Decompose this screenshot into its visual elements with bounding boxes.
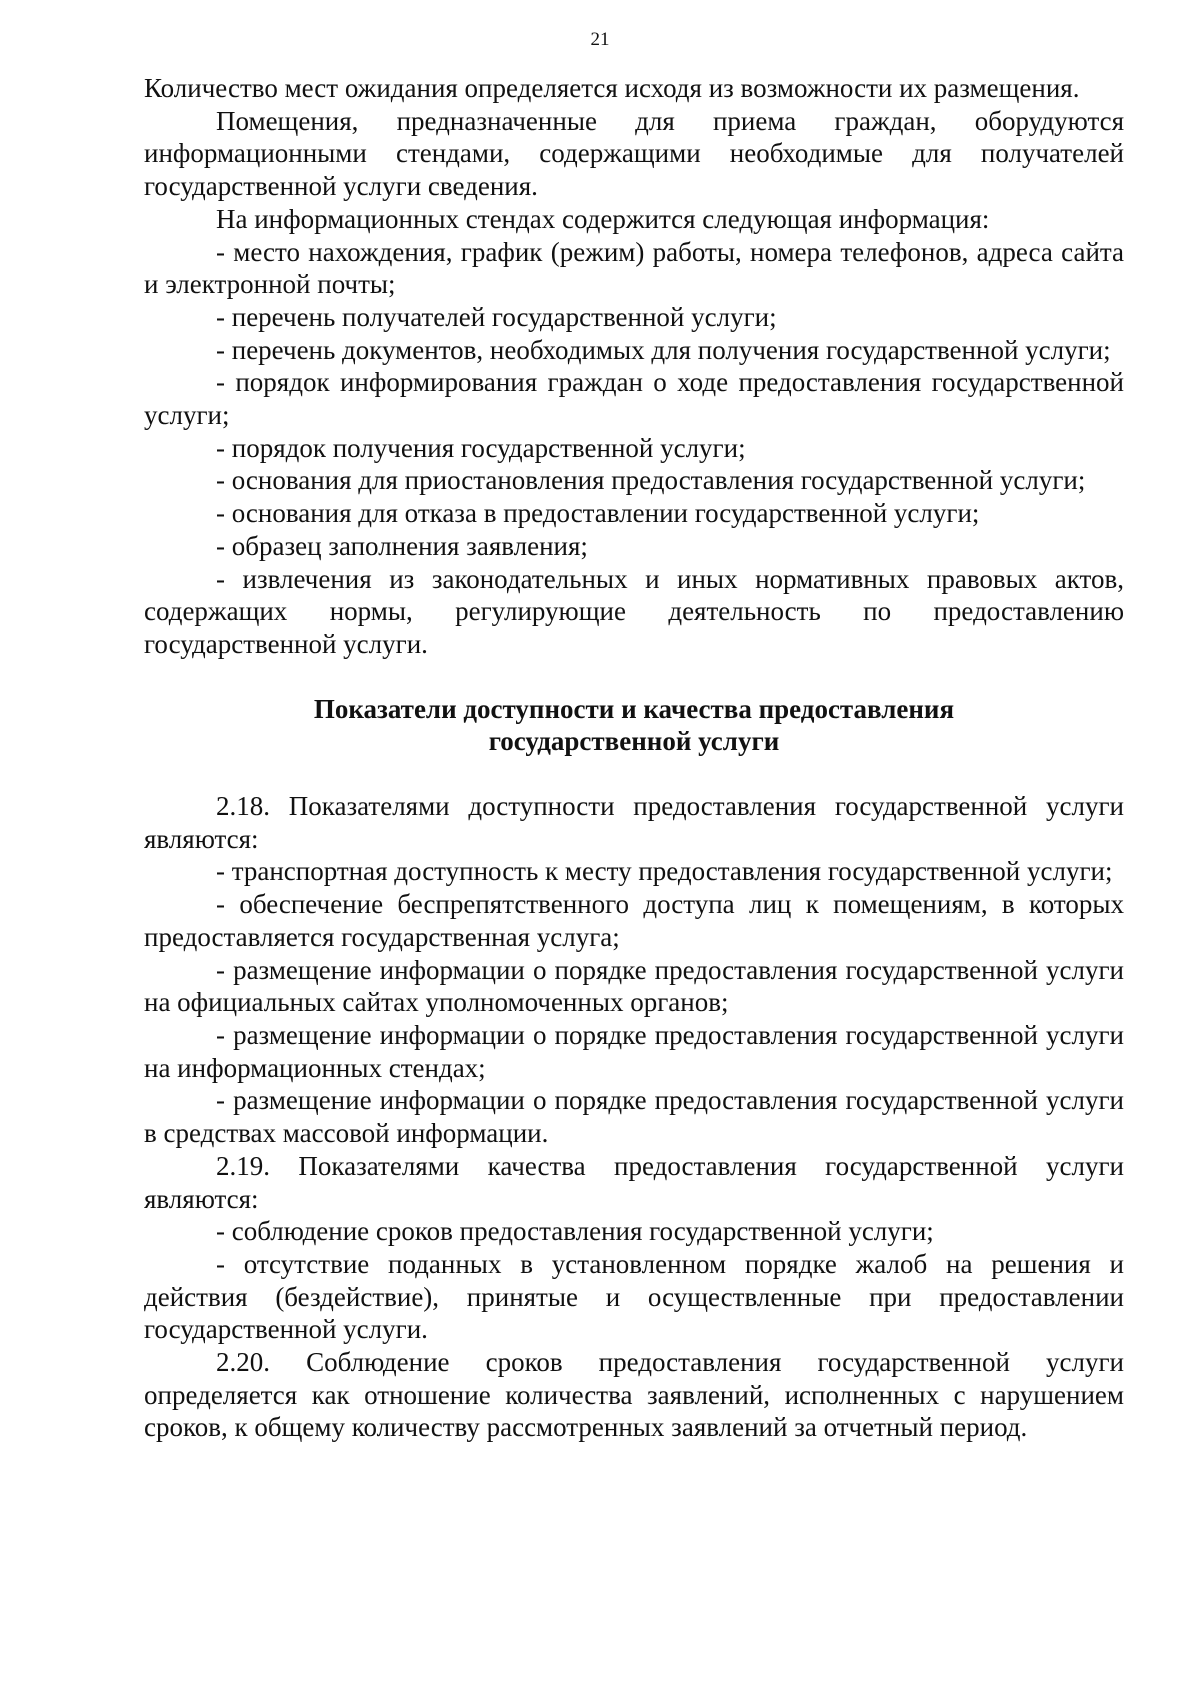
list-item: - место нахождения, график (режим) работы, номера телефонов, адреса сайта и электронной почты; <box>144 236 1124 300</box>
section-heading <box>144 693 1124 758</box>
page-number: 21 <box>590 29 610 50</box>
list-item: - порядок информирования граждан о ходе предоставления государственной услуги; <box>144 367 1124 431</box>
list-item: - образец заполнения заявления; <box>216 530 588 561</box>
list-item: - размещение информации о порядке предоставления государственной услуги в средствах массовой информации. <box>144 1085 1124 1149</box>
list-item: - основания для приостановления предоставления государственной услуги; <box>216 465 1086 496</box>
list-item: - извлечения из законодательных и иных нормативных правовых актов, содержащих нормы, регулирующие деятельность по предоставлению государственной услуги. <box>144 563 1124 659</box>
paragraph-2-18: 2.18. Показателями доступности предоставления государственной услуги являются: <box>144 791 1124 854</box>
list-item: - перечень получателей государственной услуги; <box>216 301 777 332</box>
list-item: - основания для отказа в предоставлении государственной услуги; <box>216 498 980 529</box>
list-item: - соблюдение сроков предоставления государственной услуги; <box>216 1216 934 1247</box>
list-item: - перечень документов, необходимых для получения государственной услуги; <box>216 334 1111 365</box>
list-item: - обеспечение беспрепятственного доступа лиц к помещениям, в которых предоставляется государственная услуга; <box>144 889 1124 952</box>
list-item: - порядок получения государственной услуги; <box>216 432 746 463</box>
list-item: - транспортная доступность к месту предоставления государственной услуги; <box>216 856 1113 887</box>
list-item: - размещение информации о порядке предоставления государственной услуги на информационных стендах; <box>144 1019 1124 1083</box>
document-body <box>144 72 1124 1444</box>
section-heading-line-1: Показатели доступности и качества предоставления <box>313 693 955 724</box>
paragraph-waiting-places: Количество мест ожидания определяется исходя из возможности их размещения. <box>144 73 1080 103</box>
paragraph-premises: Помещения, предназначенные для приема граждан, оборудуются информационными стендами, содержащими необходимые для получателей государственной услуги сведения. <box>144 105 1124 202</box>
paragraph-stands-intro: На информационных стендах содержится следующая информация: <box>216 203 990 234</box>
paragraph-2-20: 2.20. Соблюдение сроков предоставления государственной услуги определяется как отношение количества заявлений, исполненных с нарушением сроков, к общему количеству рассмотренных заявлений за отчетный период. <box>144 1347 1124 1443</box>
spacer <box>144 758 1124 790</box>
list-item: - размещение информации о порядке предоставления государственной услуги на официальных сайтах уполномоченных органов; <box>144 954 1124 1018</box>
list-item: - отсутствие поданных в установленном порядке жалоб на решения и действия (бездействие), принятые и осуществленные при предоставлении государственной услуги. <box>144 1248 1124 1345</box>
section-heading-line-2: государственной услуги <box>488 726 780 757</box>
paragraph-2-19: 2.19. Показателями качества предоставления государственной услуги являются: <box>144 1150 1124 1214</box>
